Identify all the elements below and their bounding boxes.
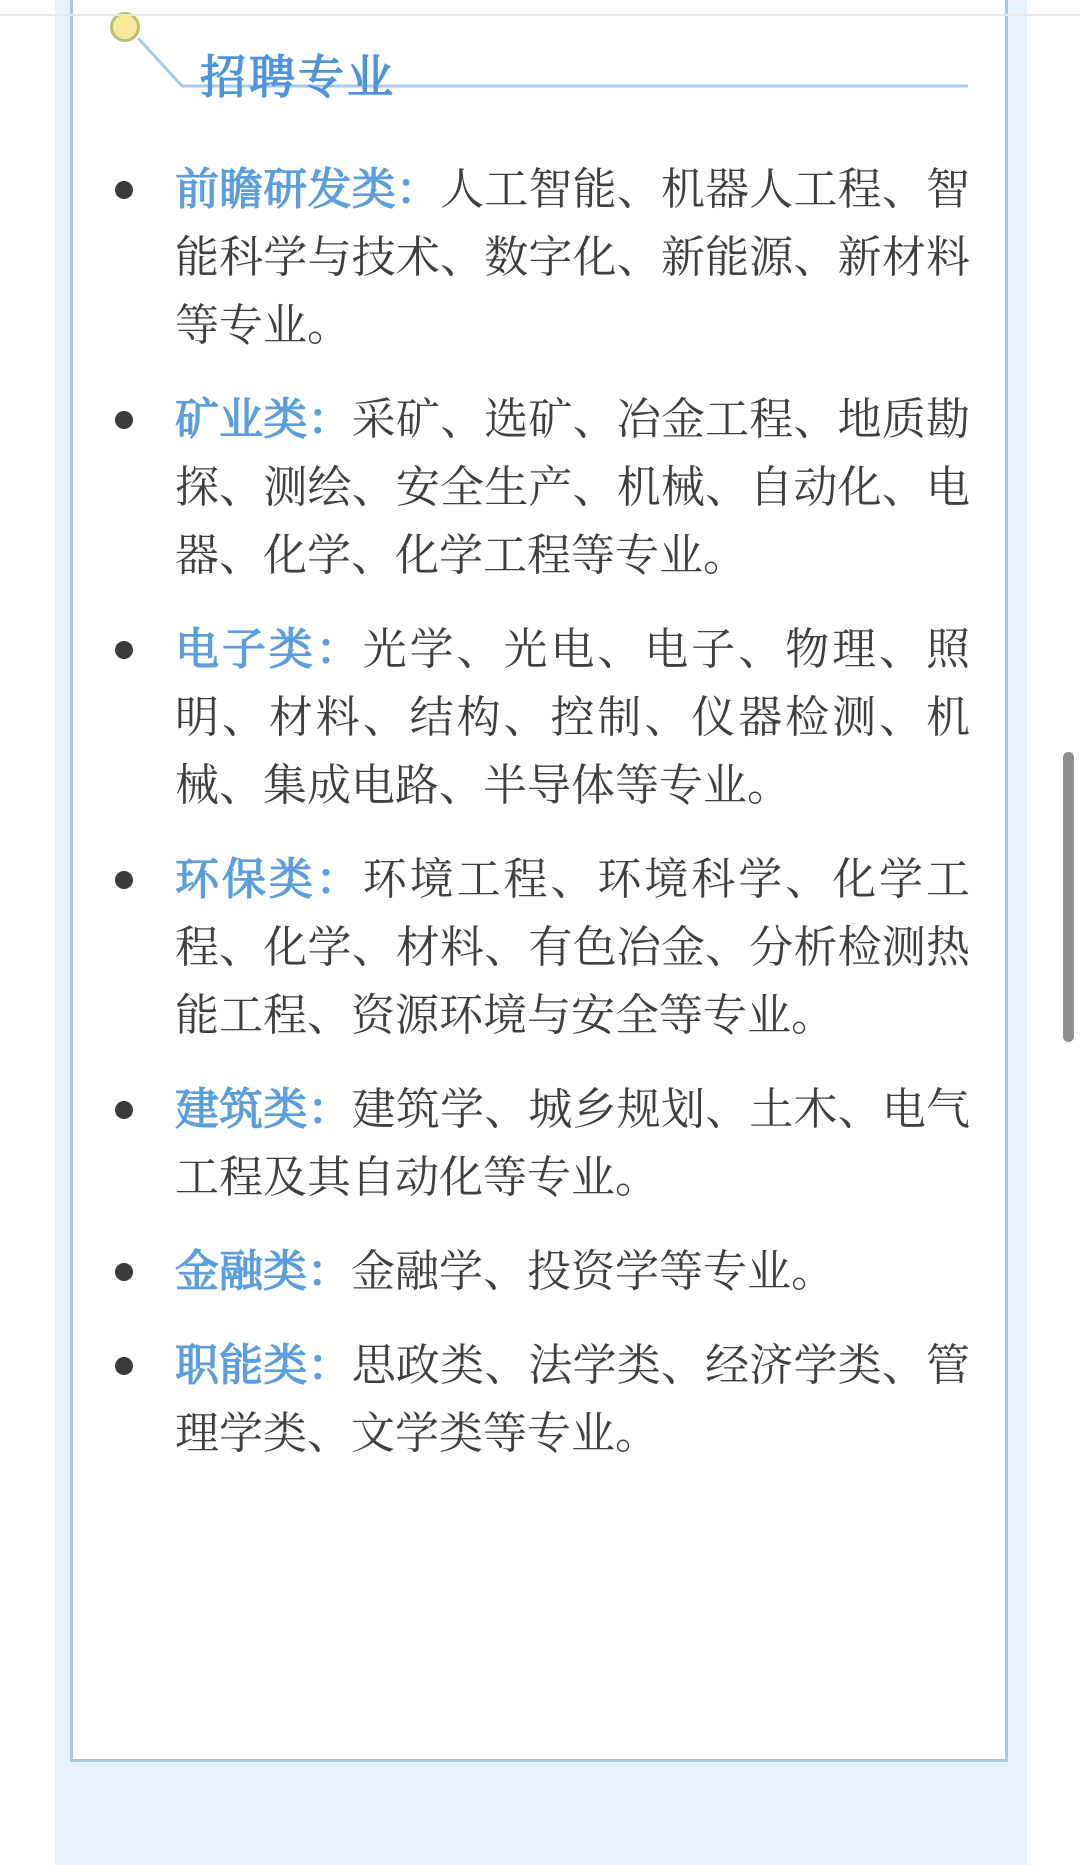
major-text: [175, 1332, 970, 1468]
list-item: [115, 1076, 975, 1212]
scrollbar-thumb[interactable]: [1063, 752, 1074, 1042]
category-description: 人工智能、机器人工程、智能科学与技术、数字化、新能源、新材料等专业。: [175, 165, 971, 350]
category-description: 思政类、法学类、经济学类、管理学类、文学类等专业。: [175, 1341, 971, 1458]
list-item: [115, 1332, 975, 1468]
category-label: 职能类：: [175, 1341, 352, 1390]
bullet-icon: [115, 1357, 133, 1375]
major-text: [175, 616, 970, 820]
bullet-icon: [115, 871, 133, 889]
category-description: 建筑学、城乡规划、土木、电气工程及其自动化等专业。: [175, 1085, 971, 1202]
category-description: 采矿、选矿、冶金工程、地质勘探、测绘、安全生产、机械、自动化、电器、化学、化学工程等专业。: [175, 395, 971, 580]
major-text: [175, 1238, 970, 1306]
category-label: 建筑类：: [175, 1085, 352, 1134]
bullet-icon: [115, 411, 133, 429]
list-item: [115, 846, 975, 1050]
category-label: 电子类：: [175, 625, 363, 674]
category-label: 环保类：: [175, 855, 363, 904]
bullet-icon: [115, 181, 133, 199]
category-label: 前瞻研发类：: [175, 165, 441, 214]
list-item: [115, 616, 975, 820]
page-top-divider: [0, 14, 1080, 16]
bullet-icon: [115, 1101, 133, 1119]
major-text: [175, 156, 970, 360]
list-item: [115, 1238, 975, 1306]
category-description: 光学、光电、电子、物理、照明、材料、结构、控制、仪器检测、机械、集成电路、半导体等专业。: [175, 625, 970, 810]
category-description: 环境工程、环境科学、化学工程、化学、材料、有色冶金、分析检测热能工程、资源环境与安全等专业。: [175, 855, 970, 1040]
category-label: 矿业类：: [175, 395, 352, 444]
majors-list: [115, 156, 975, 1494]
section-title: 招聘专业: [200, 50, 396, 103]
list-item: [115, 386, 975, 590]
bullet-icon: [115, 1263, 133, 1281]
category-label: 金融类：: [175, 1247, 351, 1296]
major-text: [175, 1076, 970, 1212]
bullet-icon: [115, 641, 133, 659]
list-item: [115, 156, 975, 360]
major-text: [175, 386, 970, 590]
category-description: 金融学、投资学等专业。: [351, 1247, 835, 1296]
major-text: [175, 846, 970, 1050]
